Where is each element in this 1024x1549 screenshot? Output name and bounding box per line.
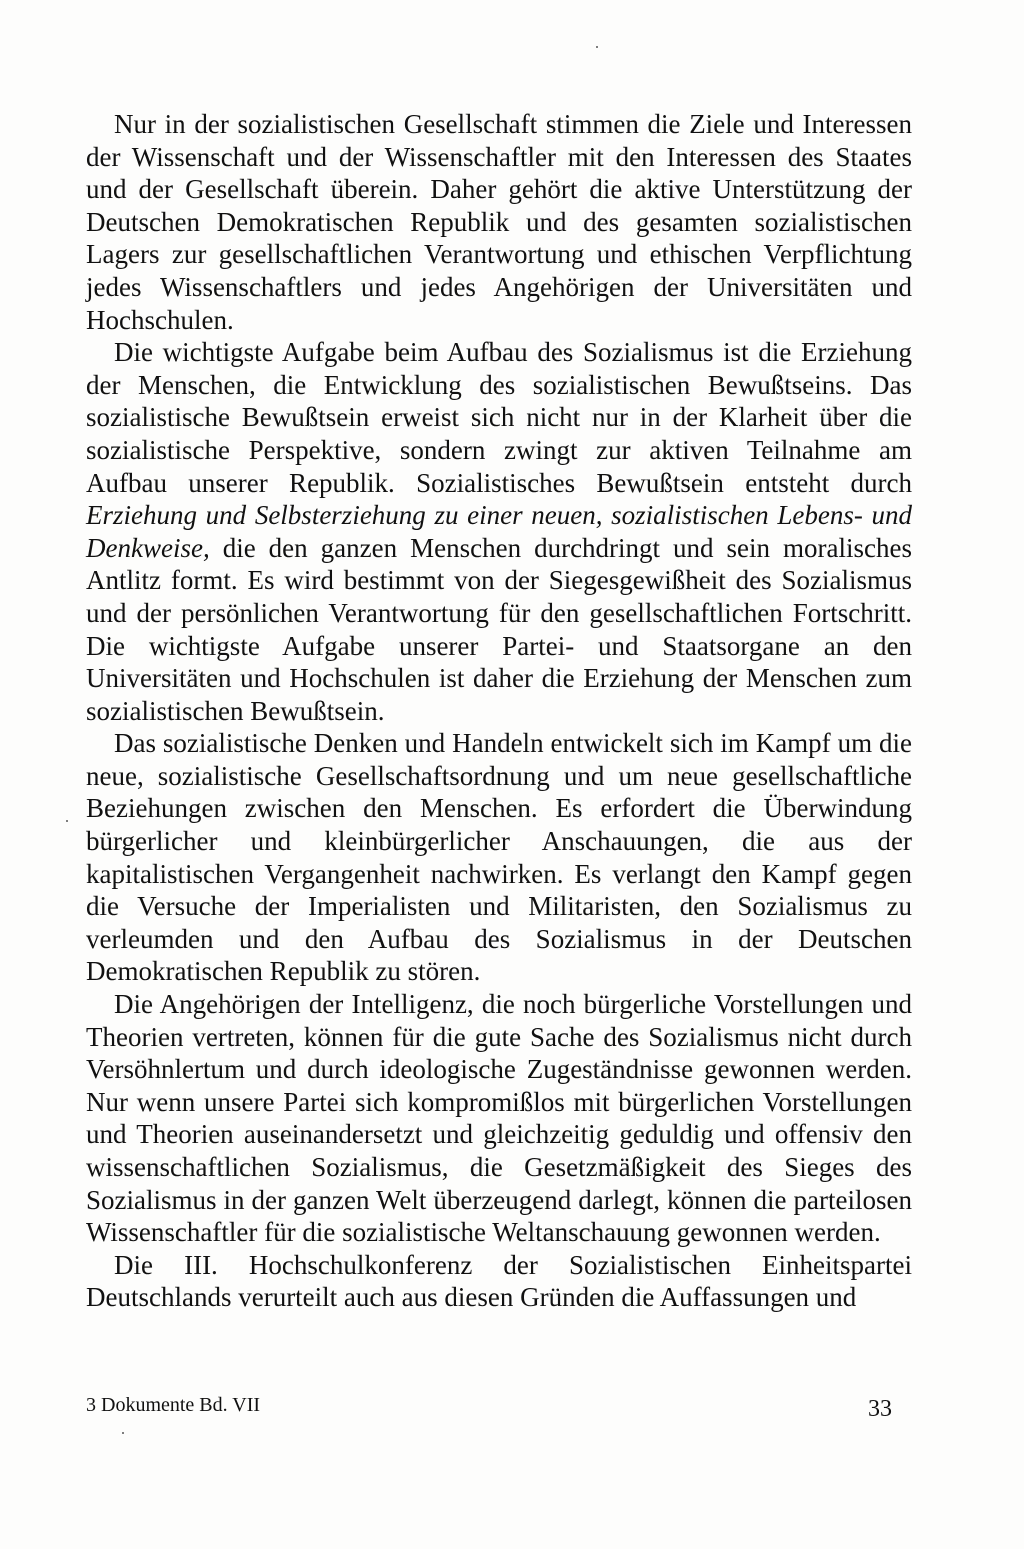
paragraph-2-text-start: Die wichtigste Aufgabe beim Aufbau des Sozialismus ist die Erziehung der Menschen, die Entwicklung des sozialistischen Bewußtseins. Das sozialistische Bewußtsein erweist sich nicht nur in der Klarheit über die sozialistische Perspektive, sondern zwingt zur aktiven Teilnahme am Aufbau unserer Republik. Sozialistisches Bewußtsein entsteht durch: [86, 337, 912, 498]
scan-speck: [66, 820, 68, 822]
paragraph-1: Nur in der sozialistischen Gesellschaft stimmen die Ziele und Interessen der Wissenschaft und der Wissenschaftler mit den Interessen des Staates und der Gesellschaft überein. Daher gehört die aktive Unterstützung der Deutschen Demokratischen Republik und des gesamten sozialistischen Lagers zur gesellschaftlichen Verantwortung und ethischen Verpflichtung jedes Wissenschaftlers und jedes Angehörigen der Universitäten und Hochschulen.: [86, 109, 912, 335]
scan-speck: [596, 46, 598, 48]
paragraph-4: Die Angehörigen der Intelligenz, die noch bürgerliche Vorstellungen und Theorien vertreten, können für die gute Sache des Sozialismus nicht durch Versöhnlertum und durch ideologische Zugeständnisse gewonnen werden. Nur wenn unsere Partei sich kompromißlos mit bürgerlichen Vorstellungen und Theorien auseinandersetzt und gleichzeitig geduldig und offensiv den wissenschaftlichen Sozialismus, die Gesetzmäßigkeit des Sieges des Sozialismus in der ganzen Welt überzeugend darlegt, können die parteilosen Wissenschaftler für die sozialistische Weltanschauung gewonnen werden.: [86, 989, 912, 1248]
page-number: 33: [868, 1396, 892, 1422]
paragraph-2-text-end: die den ganzen Menschen durchdringt und sein moralisches Antlitz formt. Es wird bestimmt von der Siegesgewißheit des Sozialismus und der persönlichen Verantwortung für den gesellschaftlichen Fortschritt. Die wichtigste Aufgabe unserer Partei- und Staatsorgane an den Universitäten und Hochschulen ist daher die Erziehung der Menschen zum sozialistischen Bewußtsein.: [86, 532, 912, 726]
signature-mark: 3 Dokumente Bd. VII: [86, 1394, 261, 1416]
body-text: [86, 108, 912, 1314]
emphasized-phrase: Erziehung und Selbsterziehung zu einer neuen, sozialistischen Lebens- und Denkweise,: [86, 500, 912, 563]
paragraph-3: Das sozialistische Denken und Handeln entwickelt sich im Kampf um die neue, sozialistische Gesellschaftsordnung und um neue gesellschaftliche Beziehungen zwischen den Menschen. Es erfordert die Überwindung bürgerlicher und kleinbürgerlicher Anschauungen, die aus der kapitalistischen Vergangenheit nachwirken. Es verlangt den Kampf gegen die Versuche der Imperialisten und Militaristen, den Sozialismus zu verleumden und den Aufbau des Sozialismus in der Deutschen Demokratischen Republik zu stören.: [86, 728, 912, 987]
scan-speck: [122, 1432, 124, 1434]
paragraph-2: [86, 336, 912, 727]
paragraph-5: Die III. Hochschulkonferenz der Sozialistischen Einheitspartei Deutschlands verurteilt auch aus diesen Gründen die Auffassungen und: [86, 1249, 912, 1313]
